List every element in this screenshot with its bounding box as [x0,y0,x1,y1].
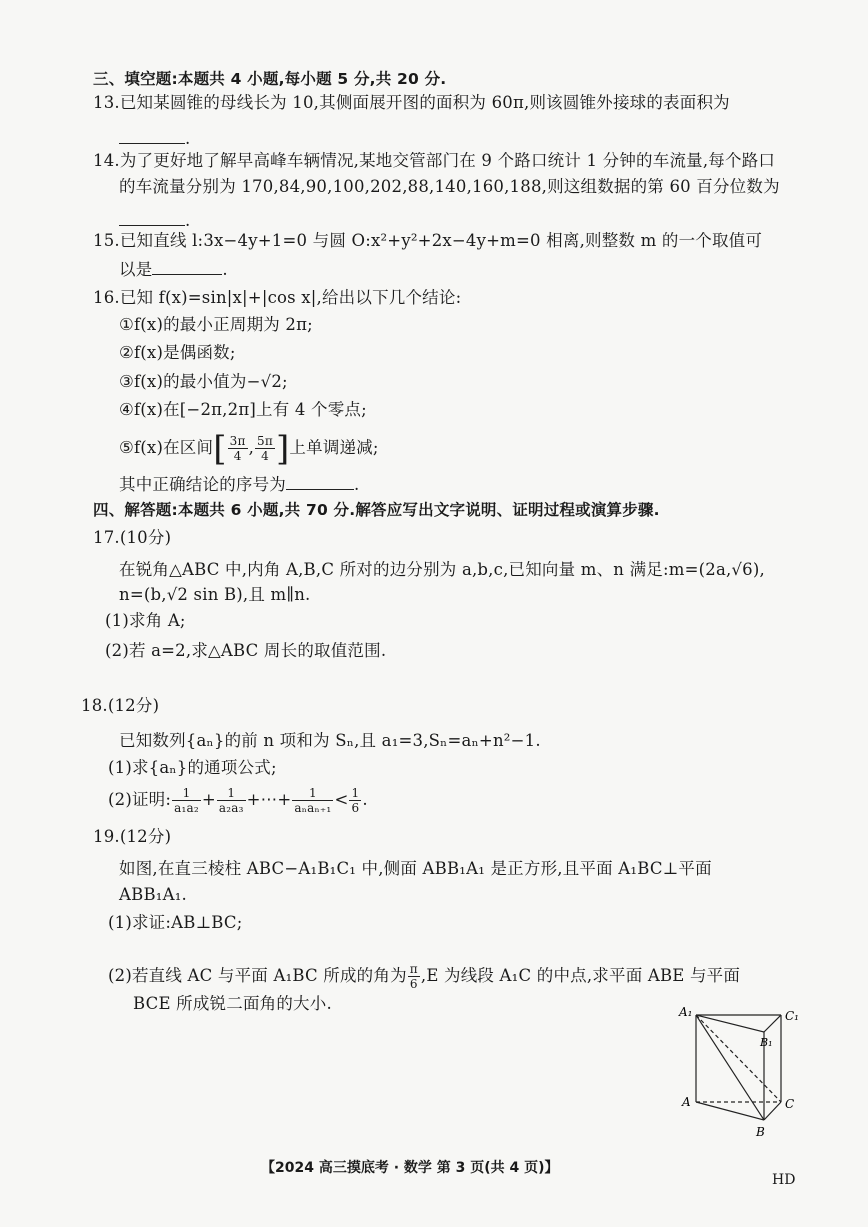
q16-frac-3pi-4: $\frac{3\pi}{4}$ [229,434,246,463]
q15-answer-blank [152,258,222,275]
q14-answer-blank [119,209,185,226]
q18-line1: 已知数列{aₙ}的前 n 项和为 Sₙ,且 a₁=3,Sₙ=aₙ+n²−1. [119,731,541,750]
q17-line2: n=(b,√2 sin B),且 m∥n. [119,585,311,604]
q16-conclusion-5: ⑤f(x)在区间[ $\frac{3\pi}{4}$ , $\frac{5\pi}{4}$ ]上单调递减; [119,428,379,469]
q19-line1: 如图,在直三棱柱 ABC−A₁B₁C₁ 中,侧面 ABB₁A₁ 是正方形,且平面 A₁BC⊥平面 [119,859,712,878]
footer-code: HD [772,1172,796,1188]
q16-answer-blank [286,473,354,490]
label-a1: A₁ [679,1005,693,1019]
section-4-header: 四、解答题:本题共 6 小题,共 70 分.解答应写出文字说明、证明过程或演算步骤. [93,501,660,519]
q16-conclusion-1: ①f(x)的最小正周期为 2π; [119,315,313,334]
prism-figure [676,1002,806,1142]
q14-line2: 的车流量分别为 170,84,90,100,202,88,140,160,188,则这组数据的第 60 百分位数为 [119,177,780,196]
q13-answer-blank [119,127,185,144]
q19-line-last: BCE 所成锐二面角的大小. [133,994,332,1013]
q17-line1: 在锐角△ABC 中,内角 A,B,C 所对的边分别为 a,b,c,已知向量 m、n 满足:m=(2a,√6), [119,560,765,579]
label-b: B [756,1125,765,1139]
q19-line2: ABB₁A₁. [119,885,187,904]
edge-b-c [764,1102,781,1120]
section-3-header: 三、填空题:本题共 4 小题,每小题 5 分,共 20 分. [93,70,447,88]
q19-part1: (1)求证:AB⊥BC; [108,913,243,932]
q15-line2: 以是 . [119,260,228,279]
q16-ask: 其中正确结论的序号为 . [119,475,360,494]
q18-part2: (2)证明: $\frac{1}{\text{a₁a₂}}$ + $\frac{1}{\text{a₂a₃}}$ +⋯+ $\frac{1}{\text{aₙaₙ₊₁}}$ < $\frac{1}{6}$ . [108,786,368,815]
footer-text: 【2024 高三摸底考 · 数学 第 3 页(共 4 页)】 [261,1160,559,1176]
q18-part1: (1)求{aₙ}的通项公式; [108,758,277,777]
q18-frac-1: $\frac{1}{\text{a₁a₂}}$ [174,786,199,815]
q14-line3: . [119,209,190,232]
label-c: C [785,1097,795,1111]
q18-frac-3: $\frac{1}{\text{aₙaₙ₊₁}}$ [294,786,332,815]
q16-frac-5pi-4: $\frac{5\pi}{4}$ [257,434,273,463]
edge-a1-b1 [696,1015,764,1032]
edge-b1-c1 [764,1015,781,1032]
q13-line1: 13.已知某圆锥的母线长为 10,其侧面展开图的面积为 60π,则该圆锥外接球的表面积为 [93,93,730,112]
q19-frac-pi-6: $\frac{\pi}{6}$ [409,962,418,991]
q17-part2: (2)若 a=2,求△ABC 周长的取值范围. [105,641,387,660]
q16-conclusion-4: ④f(x)在[−2π,2π]上有 4 个零点; [119,400,367,419]
q17-part1: (1)求角 A; [105,611,186,630]
q13-line2: . [119,127,190,150]
q18-frac-2: $\frac{1}{\text{a₂a₃}}$ [218,786,244,815]
q19-head: 19.(12分) [93,827,172,846]
q16-conclusion-3: ③f(x)的最小值为−√2; [119,372,288,391]
q16-conclusion-2: ②f(x)是偶函数; [119,343,236,362]
label-a: A [682,1095,691,1109]
q14-line1: 14.为了更好地了解早高峰车辆情况,某地交管部门在 9 个路口统计 1 分钟的车流量,每个路口 [93,151,776,170]
q18-frac-4: $\frac{1}{6}$ [351,786,360,815]
label-b1: B₁ [760,1036,773,1049]
q19-part2: (2)若直线 AC 与平面 A₁BC 所成的角为 $\frac{\pi}{6}$ ,E 为线段 A₁C 的中点,求平面 ABE 与平面 [108,962,741,991]
q18-head: 18.(12分) [81,696,160,715]
q17-head: 17.(10分) [93,528,172,547]
q15-line1: 15.已知直线 l:3x−4y+1=0 与圆 O:x²+y²+2x−4y+m=0 相离,则整数 m 的一个取值可 [93,231,763,250]
q16-intro: 16.已知 f(x)=sin|x|+|cos x|,给出以下几个结论: [93,288,462,307]
label-c1: C₁ [785,1009,799,1023]
